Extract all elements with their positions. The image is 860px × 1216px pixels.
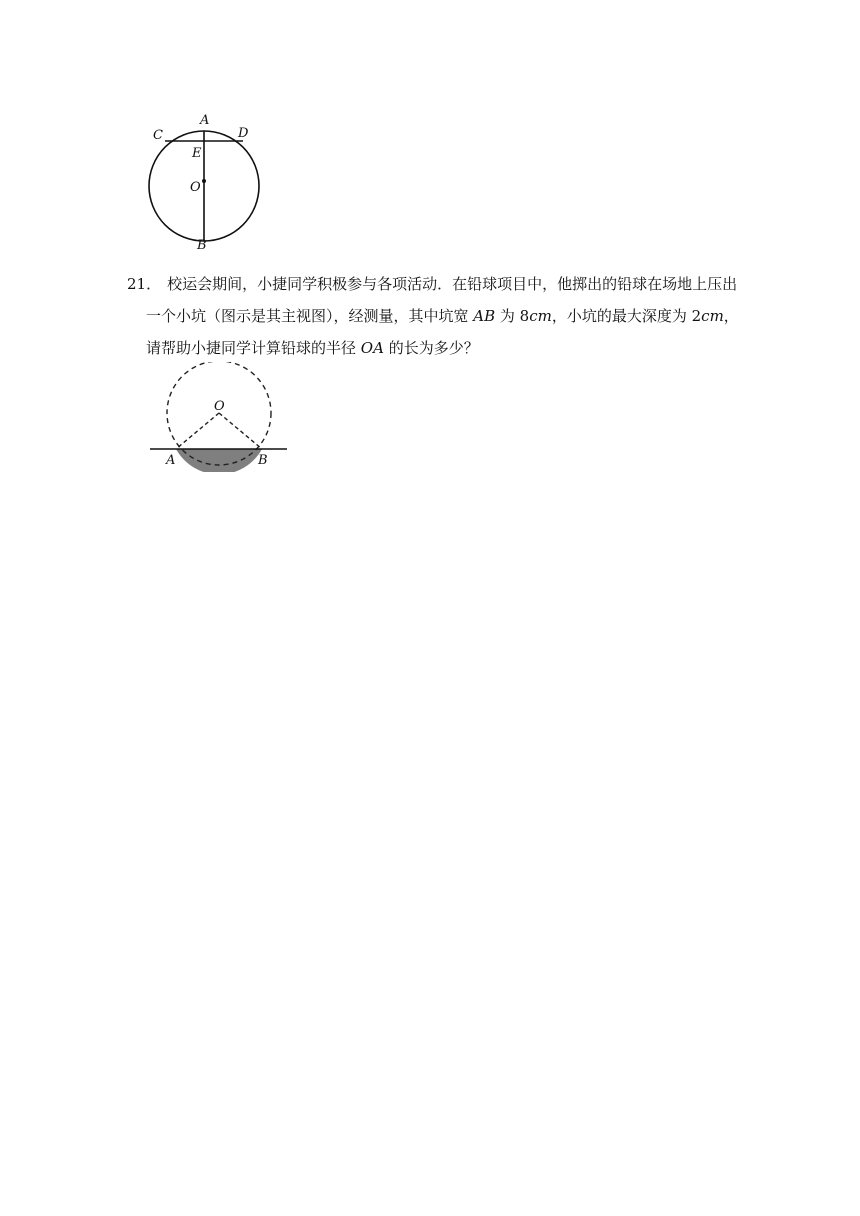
label-d: D [238,126,249,141]
problem-line-2 [127,300,747,332]
label-b: B [197,238,207,253]
line3-part-a: 请帮助小捷同学计算铅球的半径 [146,339,361,357]
problem-line-1 [127,268,747,300]
unit-cm-2: cm [701,307,724,325]
label-o: O [214,399,225,414]
line2-part-b: 为 8 [495,307,530,325]
line2-part-c: ，小坑的最大深度为 2 [551,307,702,325]
pit-shaded-region [176,449,262,472]
problem-line-3 [127,332,747,364]
radius-oa [176,413,219,449]
line2-part-a: 一个小坑（图示是其主视图），经测量，其中坑宽 [146,307,474,325]
problem-text-line-1: 校运会期间，小捷同学积极参与各项活动．在铅球项目中，他掷出的铅球在场地上压出 [167,275,738,293]
label-e: E [192,146,202,161]
segment-ab: AB [473,307,496,325]
label-o: O [190,180,201,195]
label-a: A [200,113,210,128]
label-b: B [258,453,268,468]
line3-part-b: 的长为多少？ [383,339,479,357]
label-c: C [153,128,163,143]
shot-put-pit-figure [145,362,290,472]
unit-cm-1: cm [529,307,552,325]
center-point [202,179,206,183]
radius-ob [219,413,262,449]
problem-number: 21． [127,275,162,293]
problem-21 [127,268,747,364]
circle-chord-figure [140,105,270,255]
label-a: A [166,453,176,468]
line2-part-d: ， [723,307,739,325]
segment-oa: OA [360,339,384,357]
